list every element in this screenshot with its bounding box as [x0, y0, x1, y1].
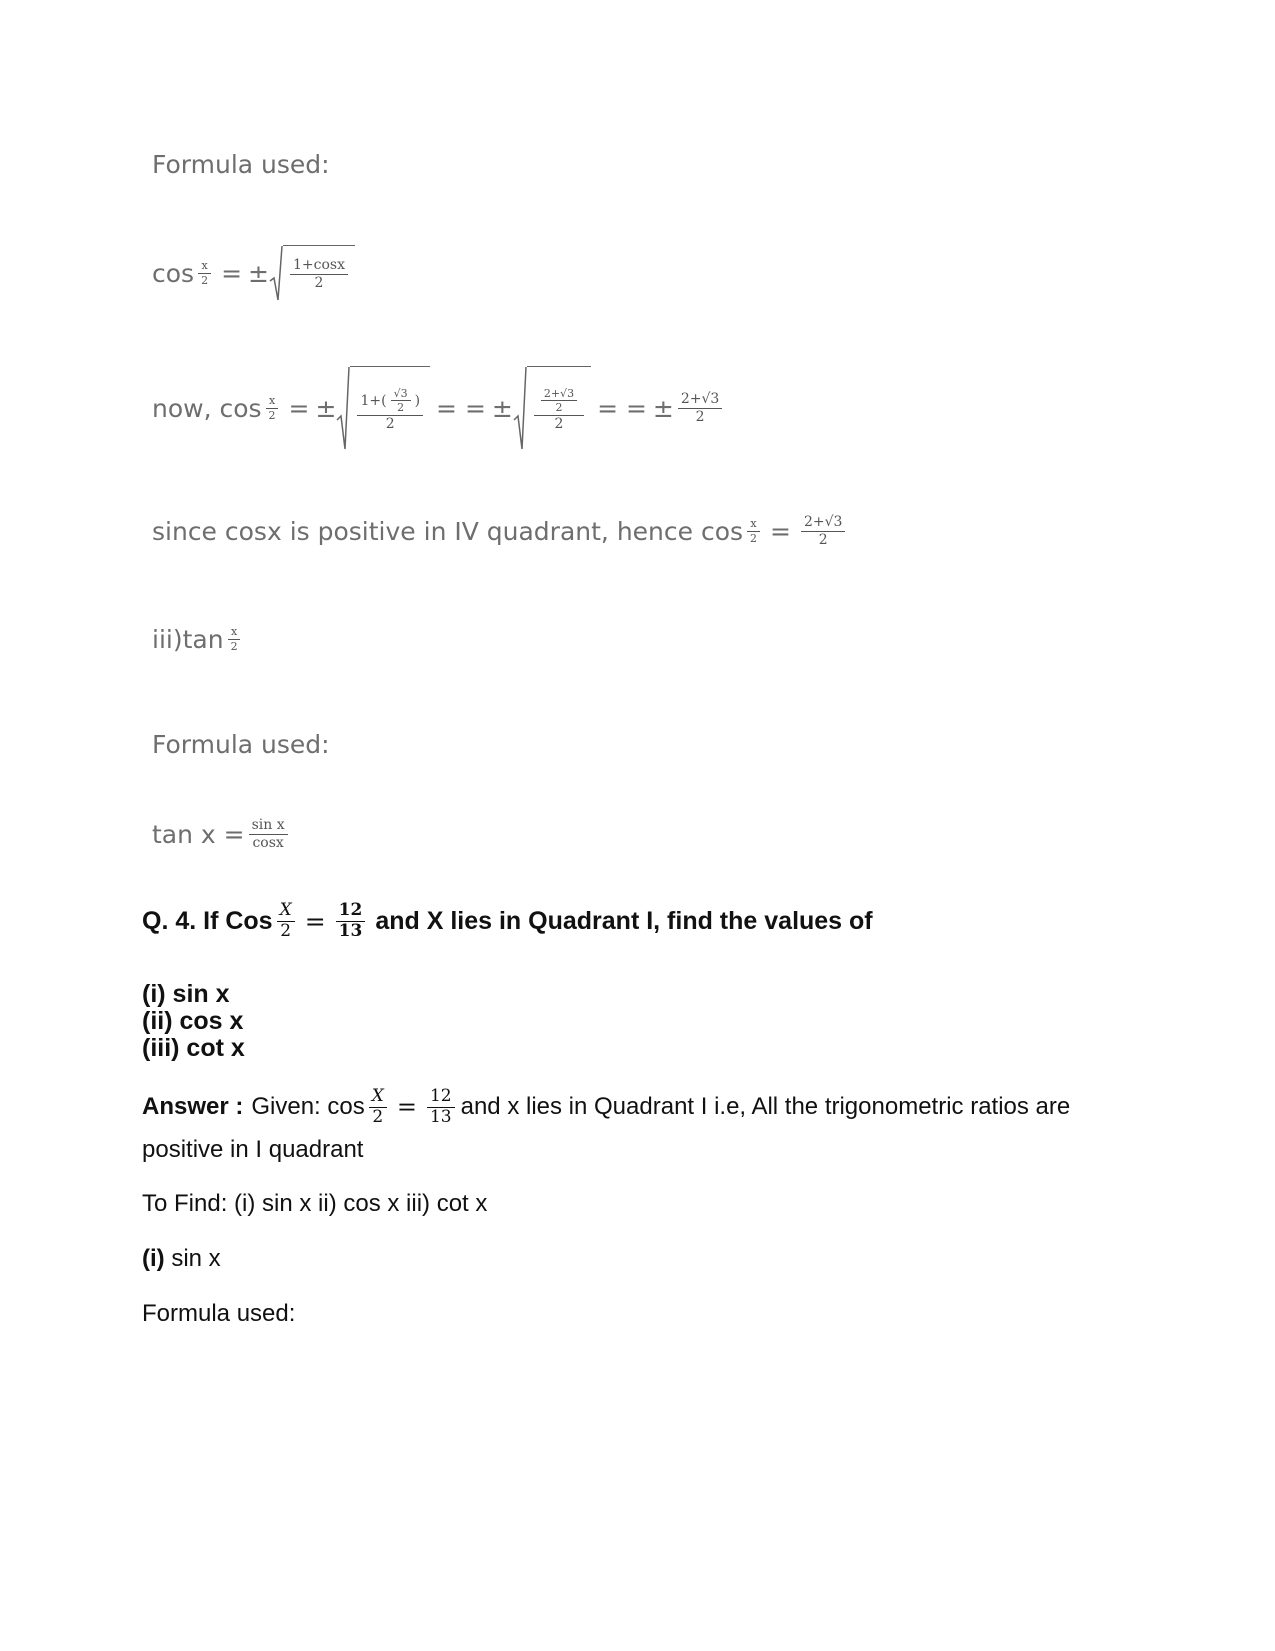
q4-prefix: Q. 4. If Cos [142, 906, 273, 935]
num-text: ) [414, 392, 421, 409]
frac-num: X [369, 1088, 387, 1108]
sqrt [513, 366, 591, 450]
frac-den: 2 [201, 273, 209, 287]
sin-over-cos [249, 818, 288, 850]
part-i-label: (i) [142, 1245, 165, 1272]
frac-num: 12 [336, 902, 366, 922]
num-text: 1+( [360, 392, 387, 409]
answer-line-1 [142, 1088, 1070, 1127]
frac-num [534, 388, 584, 416]
radical-sign-icon [336, 366, 350, 450]
root3-over-2 [391, 388, 411, 414]
q4-item-3: (iii) cot x [142, 1034, 245, 1062]
frac-num: 12 [427, 1088, 455, 1108]
question-4 [142, 902, 873, 941]
frac-den: 2 [554, 415, 564, 432]
frac-num: x [198, 260, 210, 274]
q4-item-2: (ii) cos x [142, 1007, 244, 1035]
plus-minus: ± [491, 393, 513, 423]
since-cosx-line [152, 515, 849, 547]
frac-num: √3 [391, 388, 411, 402]
frac-den: 2 [695, 408, 705, 425]
double-equals: = = [436, 393, 486, 423]
frac-den: 13 [429, 1106, 452, 1127]
result-fraction [801, 515, 845, 547]
twelve-over-thirteen [427, 1088, 455, 1127]
sqrt [269, 245, 355, 301]
sqrt-fraction [357, 388, 423, 432]
part-i-heading [142, 1245, 221, 1273]
formula-used-heading-3: Formula used: [142, 1300, 296, 1327]
answer-line-2: positive in I quadrant [142, 1136, 364, 1163]
twelve-over-thirteen [336, 902, 366, 941]
frac-num: 1+cosx [290, 258, 348, 275]
frac-den: 2 [818, 531, 828, 548]
cos-label: cos [152, 258, 195, 288]
equals: = [288, 393, 310, 423]
frac-num: x [266, 395, 278, 409]
half-angle-cos-formula [152, 245, 355, 301]
given-text: Given: cos [251, 1093, 365, 1121]
frac-num: x [747, 518, 759, 532]
equals: = [396, 1093, 417, 1122]
X-over-2 [369, 1088, 387, 1127]
sqrt-fraction [290, 258, 348, 290]
frac-den: 2 [268, 408, 276, 422]
q4-item-1: (i) sin x [142, 980, 230, 1008]
part-i-text: sin x [171, 1245, 221, 1272]
tan-formula [152, 818, 292, 850]
x-over-2 [228, 626, 241, 652]
sqrt [336, 366, 430, 450]
iii-tan-label: iii)tan [152, 625, 224, 654]
equals: = [304, 906, 326, 936]
tan-label: tan x = [152, 819, 245, 849]
plus-minus: ± [248, 258, 269, 288]
frac-den: 13 [338, 920, 363, 941]
frac-num [357, 388, 423, 416]
answer-rest: and x lies in Quadrant I i.e, All the trigonometric ratios are [460, 1093, 1071, 1121]
frac-num: 2+√3 [801, 515, 845, 532]
X-over-2 [277, 902, 295, 941]
formula-used-heading-2: Formula used: [152, 730, 330, 759]
nested-fraction [541, 388, 577, 414]
frac-den: 2 [385, 415, 395, 432]
frac-den: 2 [750, 531, 758, 545]
plus-minus: ± [315, 393, 337, 423]
equals: = [221, 258, 243, 288]
frac-den: 2 [230, 640, 238, 653]
now-cos-label: now, cos [152, 393, 262, 423]
frac-num: 2+√3 [541, 388, 577, 402]
double-equals: = = [597, 393, 647, 423]
answer-label: Answer : [142, 1093, 244, 1121]
x-over-2 [198, 260, 211, 286]
frac-num: 2+√3 [678, 392, 722, 409]
x-over-2 [266, 395, 279, 421]
frac-num: x [228, 626, 240, 640]
frac-den: 2 [555, 401, 563, 415]
frac-den: 2 [397, 401, 405, 415]
frac-den: 2 [372, 1106, 384, 1127]
part-iii-tan [152, 625, 245, 654]
radical-sign-icon [269, 245, 283, 301]
x-over-2 [747, 518, 760, 544]
now-cos-derivation [152, 366, 726, 450]
to-find: To Find: (i) sin x ii) cos x iii) cot x [142, 1190, 488, 1217]
frac-num: X [277, 902, 295, 922]
formula-used-heading-1: Formula used: [152, 150, 330, 179]
q4-suffix: and X lies in Quadrant I, find the values of [375, 906, 873, 935]
frac-den: 2 [314, 275, 324, 291]
frac-den: cosx [252, 834, 284, 851]
sqrt-fraction [534, 388, 584, 432]
result-fraction [678, 392, 722, 424]
since-text: since cosx is positive in IV quadrant, hence cos [152, 516, 744, 546]
plus-minus: ± [652, 393, 674, 423]
frac-num: sin x [249, 818, 288, 835]
equals: = [770, 516, 791, 546]
radical-sign-icon [513, 366, 527, 450]
frac-den: 2 [280, 920, 292, 941]
